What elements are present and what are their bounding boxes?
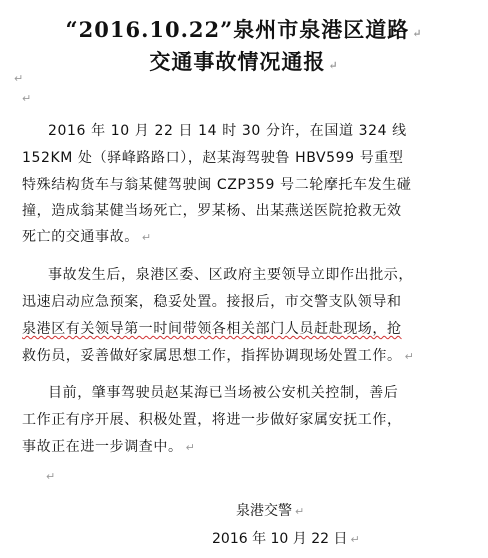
- paragraph-1-line-4: 撞，造成翁某健当场死亡，罗某杨、出某燕送医院抢救无效: [22, 203, 402, 219]
- paragraph-2-line-2: 迅速启动应急预案，稳妥处置。接报后，市交警支队领导和: [22, 294, 402, 310]
- document-title-line-1: “2016.10.22”泉州市泉港区道路 ↵: [65, 17, 423, 42]
- paragraph-1-line-2: 152KM 处（驿峰路路口），赵某海驾驶鲁 HBV599 号重型: [22, 150, 404, 166]
- signature-org: 泉港交警 ↵: [236, 503, 305, 519]
- paragraph-2-line-4: 救伤员，妥善做好家属思想工作，指挥协调现场处置工作。 ↵: [22, 348, 415, 364]
- paragraph-2-line-1: 事故发生后，泉港区委、区政府主要领导立即作出批示，: [48, 267, 413, 283]
- signature-date: 2016 年 10 月 22 日 ↵: [212, 531, 360, 547]
- paragraph-3-line-3: 事故正在进一步调查中。 ↵: [22, 439, 196, 455]
- paragraph-3-line-1: 目前，肇事驾驶员赵某海已当场被公安机关控制，善后: [48, 385, 399, 401]
- paragraph-mark: ↵: [46, 470, 56, 483]
- paragraph-mark: ↵: [22, 92, 32, 105]
- paragraph-mark: ↵: [14, 72, 24, 85]
- paragraph-3-line-2: 工作正有序开展、积极处置，将进一步做好家属安抚工作，: [22, 412, 402, 428]
- paragraph-2-line-3: 泉港区有关领导第一时间带领各相关部门人员赶赴现场，抢: [22, 321, 402, 337]
- paragraph-1-line-3: 特殊结构货车与翁某健驾驶闽 CZP359 号二轮摩托车发生碰: [22, 177, 412, 193]
- document-title-line-2: 交通事故情况通报 ↵: [149, 49, 339, 74]
- paragraph-1-line-1: 2016 年 10 月 22 日 14 时 30 分许，在国道 324 线: [48, 123, 407, 139]
- paragraph-1-line-5: 死亡的交通事故。 ↵: [22, 229, 152, 245]
